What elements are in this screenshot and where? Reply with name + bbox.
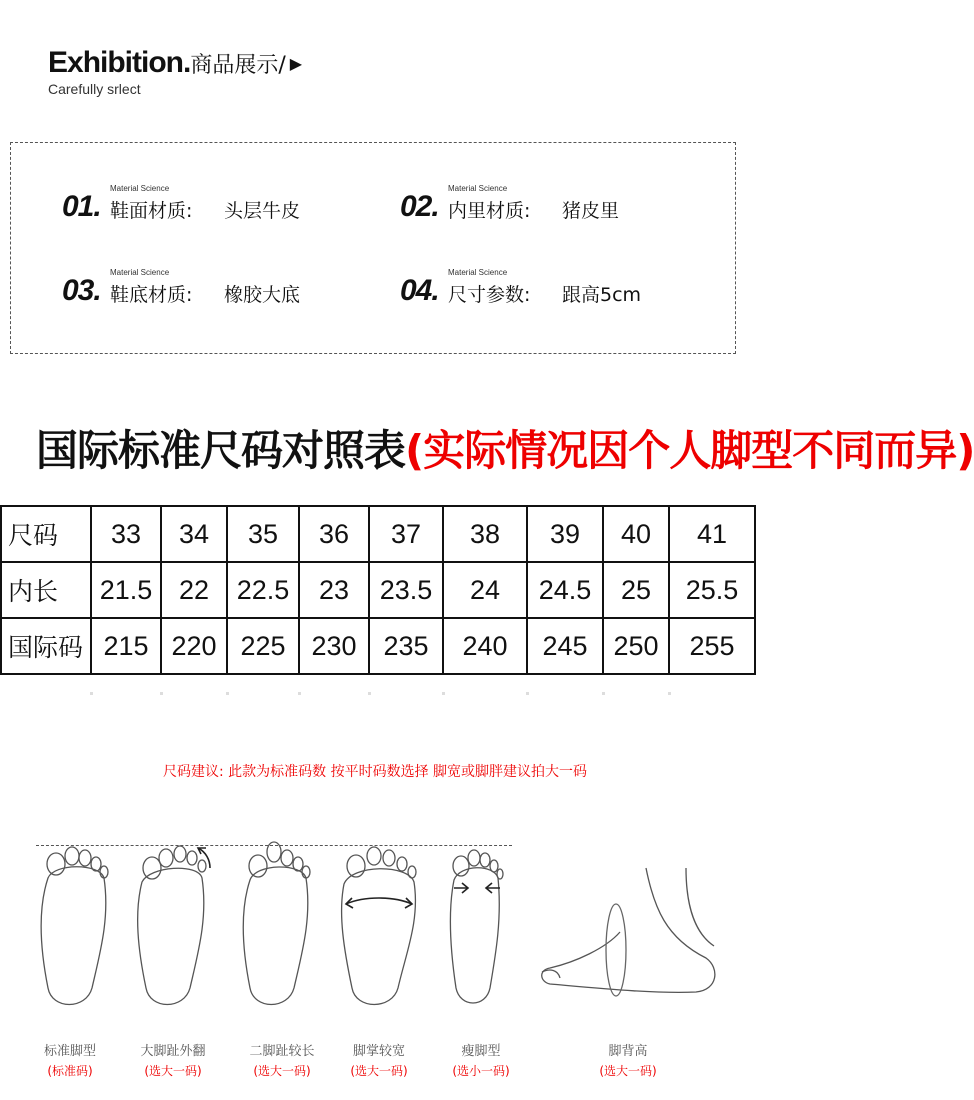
table-cell: 255 [669,618,755,674]
table-cell: 24 [443,562,527,618]
row-header: 内长 [1,562,91,618]
table-cell: 215 [91,618,161,674]
table-cell: 235 [369,618,443,674]
table-cell: 240 [443,618,527,674]
divider-mark [90,692,93,695]
high-instep-foot-icon [536,838,736,1018]
foot-type-advice: (选大一码) [253,1064,311,1078]
table-cell: 25 [603,562,669,618]
table-cell: 24.5 [527,562,603,618]
material-number: 02. [400,190,439,223]
table-cell: 21.5 [91,562,161,618]
table-cell: 34 [161,506,227,562]
table-row [1,618,755,674]
material-tag: Material Science [110,268,170,277]
table-cell: 38 [443,506,527,562]
materials-panel [10,142,736,354]
wide-foot-icon [334,838,424,1018]
material-value: 橡胶大底 [224,284,301,306]
row-header: 国际码 [1,618,91,674]
foot-type-advice: (选大一码) [599,1064,657,1078]
material-tag: Material Science [448,184,508,193]
table-row [1,562,755,618]
foot-type-label: 瘦脚型 [461,1044,501,1059]
size-advice-text: 尺码建议: 此款为标准码数 按平时码数选择 脚宽或脚胖建议拍大一码 [162,764,588,780]
title-cn: 商品展示/ [190,53,286,78]
size-chart-title [36,418,974,478]
material-value: 猪皮里 [562,200,620,222]
play-arrow-icon: ▶ [289,56,302,73]
table-cell: 23 [299,562,369,618]
material-number: 04. [400,274,439,307]
divider-mark [226,692,229,695]
table-cell: 41 [669,506,755,562]
standard-foot-icon [30,838,120,1018]
material-number: 01. [62,190,101,223]
material-label: 内里材质: [448,200,531,222]
page-subtitle: Carefully srlect [48,81,141,97]
table-cell: 225 [227,618,299,674]
page-title [48,46,301,80]
table-cell: 37 [369,506,443,562]
table-cell: 250 [603,618,669,674]
table-cell: 220 [161,618,227,674]
material-tag: Material Science [110,184,170,193]
material-tag: Material Science [448,268,508,277]
foot-type-advice: (选大一码) [144,1064,202,1078]
material-number: 03. [62,274,101,307]
size-chart-table [0,505,756,675]
foot-type-advice: (选小一码) [452,1064,510,1078]
foot-type-label: 标准脚型 [43,1044,96,1059]
material-label: 鞋面材质: [110,200,193,222]
divider-mark [298,692,301,695]
table-cell: 22.5 [227,562,299,618]
size-chart-title-note: (实际情况因个人脚型不同而异) [405,426,974,475]
divider-mark [668,692,671,695]
title-en: Exhibition. [48,46,191,79]
material-label: 尺寸参数: [448,284,531,306]
foot-type-label: 二脚趾较长 [249,1044,315,1059]
material-value: 头层牛皮 [224,200,301,222]
foot-type-label: 脚背高 [608,1044,648,1059]
material-label: 鞋底材质: [110,284,193,306]
divider-mark [442,692,445,695]
table-cell: 40 [603,506,669,562]
foot-type-label: 脚掌较宽 [352,1044,405,1059]
foot-type-advice: (标准码) [47,1064,93,1078]
table-cell: 36 [299,506,369,562]
table-cell: 245 [527,618,603,674]
table-row [1,506,755,562]
table-cell: 39 [527,506,603,562]
table-cell: 25.5 [669,562,755,618]
divider-mark [602,692,605,695]
table-cell: 230 [299,618,369,674]
bunion-foot-icon [128,838,218,1018]
table-cell: 33 [91,506,161,562]
table-cell: 22 [161,562,227,618]
row-header: 尺码 [1,506,91,562]
long-second-toe-foot-icon [232,838,322,1018]
table-cell: 35 [227,506,299,562]
foot-type-label: 大脚趾外翻 [140,1044,206,1059]
material-value: 跟高5cm [562,284,642,306]
divider-mark [368,692,371,695]
slim-foot-icon [436,838,516,1018]
divider-mark [526,692,529,695]
divider-mark [160,692,163,695]
table-cell: 23.5 [369,562,443,618]
size-chart-title-main: 国际标准尺码对照表 [36,426,406,475]
foot-type-advice: (选大一码) [350,1064,408,1078]
